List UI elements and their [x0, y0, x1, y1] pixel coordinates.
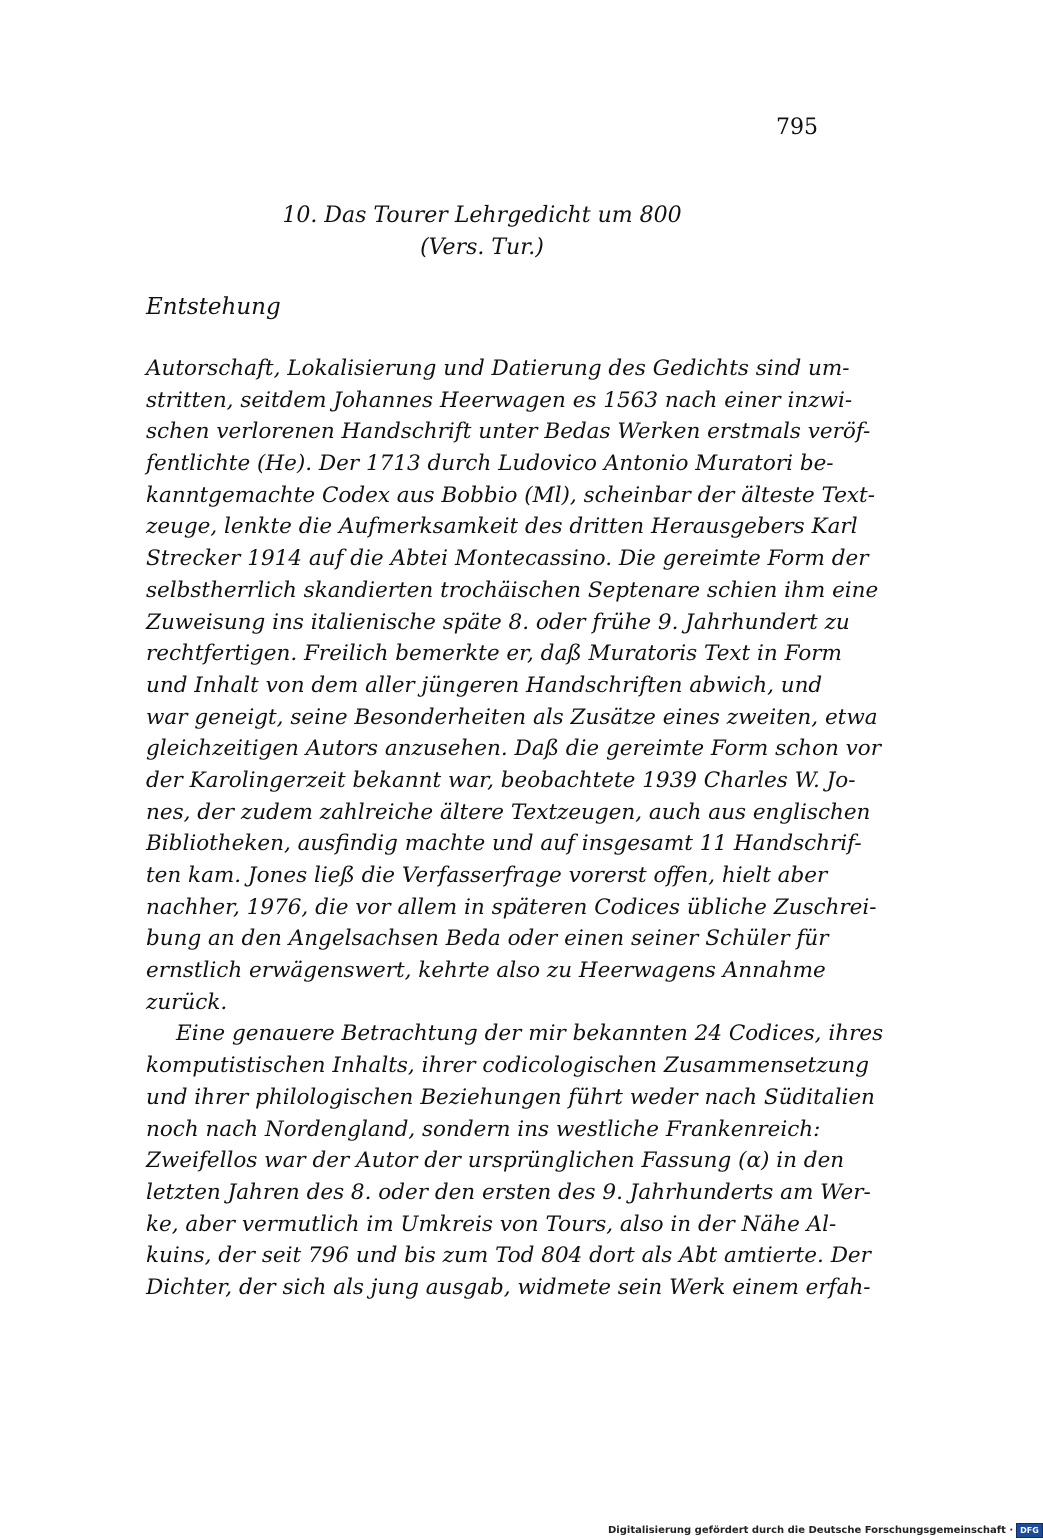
text-line: Bibliotheken, ausfindig machte und auf insgesamt 11 Handschrif- — [146, 831, 862, 857]
text-line: nachher, 1976, die vor allem in späteren Codices übliche Zuschrei- — [146, 894, 877, 920]
text-line: Strecker 1914 auf die Abtei Montecassino. Die gereimte Form der — [146, 546, 869, 572]
text-line: und Inhalt von dem aller jüngeren Handschriften abwich, und — [146, 672, 823, 698]
chapter-title: 10. Das Tourer Lehrgedicht um 800 — [282, 203, 682, 228]
text-line: komputistischen Inhalts, ihrer codicologischen Zusammensetzung — [146, 1053, 869, 1079]
text-line: kanntgemachte Codex aus Bobbio (Ml), scheinbar der älteste Text- — [146, 482, 875, 508]
text-line: Dichter, der sich als jung ausgab, widmete sein Werk einem erfah- — [146, 1274, 871, 1300]
dfg-logo: DFG — [1016, 1523, 1043, 1538]
text-line: gleichzeitigen Autors anzusehen. Daß die gereimte Form schon vor — [146, 736, 882, 762]
text-line: schen verlorenen Handschrift unter Bedas Werken erstmals veröf- — [146, 419, 871, 445]
text-line: noch nach Nordengland, sondern ins westliche Frankenreich: — [146, 1116, 821, 1142]
digitization-credit — [608, 1523, 1043, 1537]
section-title: Entstehung — [146, 294, 281, 320]
text-line: Zweifellos war der Autor der ursprünglichen Fassung (α) in den — [146, 1148, 845, 1174]
text-line: stritten, seitdem Johannes Heerwagen es 1563 nach einer inzwi- — [146, 387, 853, 413]
text-line: Autorschaft, Lokalisierung und Datierung des Gedichts sind um- — [146, 356, 850, 381]
text-line: selbstherrlich skandierten trochäischen Septenare schien ihm eine — [146, 577, 879, 603]
text-line: nes, der zudem zahlreiche ältere Textzeugen, auch aus englischen — [146, 799, 871, 825]
text-line: letzten Jahren des 8. oder den ersten des 9. Jahrhunderts am Wer- — [146, 1179, 871, 1205]
paragraph-2 — [146, 1018, 884, 1303]
paragraph-1 — [146, 353, 882, 1018]
text-line: war geneigt, seine Besonderheiten als Zusätze eines zweiten, etwa — [146, 704, 878, 730]
digitization-credit-text: Digitalisierung gefördert durch die Deutsche Forschungsgemeinschaft · — [608, 1524, 1014, 1536]
text-line: der Karolingerzeit bekannt war, beobachtete 1939 Charles W. Jo- — [146, 767, 856, 793]
page-number: 795 — [776, 115, 818, 140]
text-line: rechtfertigen. Freilich bemerkte er, daß Muratoris Text in Form — [146, 641, 842, 667]
text-line: ten kam. Jones ließ die Verfasserfrage vorerst offen, hielt aber — [146, 863, 828, 888]
chapter-subtitle: (Vers. Tur.) — [420, 235, 544, 260]
text-line: fentlichte (He). Der 1713 durch Ludovico Antonio Muratori be- — [146, 451, 834, 477]
text-line: zeuge, lenkte die Aufmerksamkeit des dritten Herausgebers Karl — [146, 514, 858, 540]
text-line: kuins, der seit 796 und bis zum Tod 804 dort als Abt amtierte. Der — [146, 1243, 871, 1269]
chapter-heading — [146, 200, 818, 264]
text-line: zurück. — [146, 989, 228, 1015]
text-line: Eine genauere Betrachtung der mir bekannten 24 Codices, ihres — [176, 1021, 884, 1047]
text-line: ke, aber vermutlich im Umkreis von Tours, also in der Nähe Al- — [146, 1211, 837, 1237]
text-line: ernstlich erwägenswert, kehrte also zu Heerwagens Annahme — [146, 958, 826, 984]
text-line: bung an den Angelsachsen Beda oder einen seiner Schüler für — [146, 926, 829, 952]
text-line: und ihrer philologischen Beziehungen führt weder nach Süditalien — [146, 1084, 875, 1110]
text-line: Zuweisung ins italienische späte 8. oder frühe 9. Jahrhundert zu — [146, 609, 850, 635]
body-text — [146, 353, 884, 1304]
